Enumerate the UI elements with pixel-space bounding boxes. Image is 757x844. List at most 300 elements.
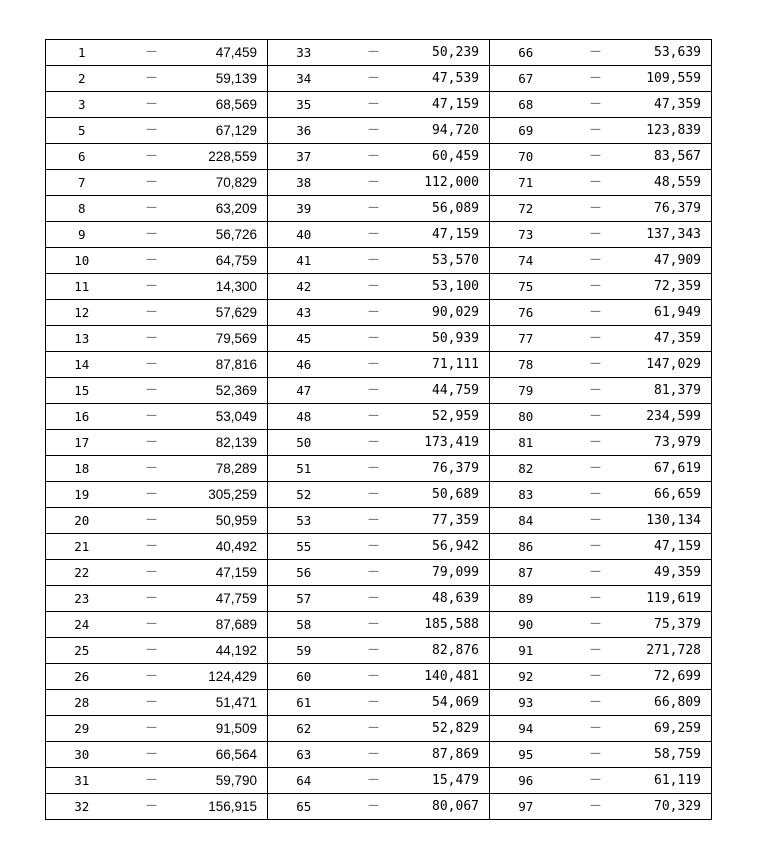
item-number-cell: 57 bbox=[268, 586, 340, 612]
dash-cell: － bbox=[562, 716, 630, 742]
amount-cell: 49,359 bbox=[630, 560, 712, 586]
dash-cell: － bbox=[340, 196, 408, 222]
amount-cell: 94,720 bbox=[408, 118, 490, 144]
dash-cell: － bbox=[340, 92, 408, 118]
dash-cell: － bbox=[118, 222, 186, 248]
amount-table-body bbox=[46, 40, 712, 820]
dash-cell: － bbox=[340, 66, 408, 92]
dash-cell: － bbox=[340, 612, 408, 638]
item-number-cell: 56 bbox=[268, 560, 340, 586]
amount-cell: 48,639 bbox=[408, 586, 490, 612]
dash-cell: － bbox=[118, 274, 186, 300]
item-number-cell: 83 bbox=[490, 482, 562, 508]
amount-cell: 75,379 bbox=[630, 612, 712, 638]
dash-cell: － bbox=[118, 300, 186, 326]
item-number-cell: 76 bbox=[490, 300, 562, 326]
dash-cell: － bbox=[118, 144, 186, 170]
amount-cell: 173,419 bbox=[408, 430, 490, 456]
item-number-cell: 35 bbox=[268, 92, 340, 118]
dash-cell: － bbox=[340, 378, 408, 404]
amount-cell: 81,379 bbox=[630, 378, 712, 404]
item-number-cell: 47 bbox=[268, 378, 340, 404]
amount-cell: 47,159 bbox=[408, 222, 490, 248]
dash-cell: － bbox=[118, 404, 186, 430]
amount-cell: 130,134 bbox=[630, 508, 712, 534]
amount-cell: 70,829 bbox=[186, 170, 268, 196]
item-number-cell: 70 bbox=[490, 144, 562, 170]
amount-cell: 68,569 bbox=[186, 92, 268, 118]
item-number-cell: 91 bbox=[490, 638, 562, 664]
item-number-cell: 95 bbox=[490, 742, 562, 768]
dash-cell: － bbox=[118, 196, 186, 222]
item-number-cell: 60 bbox=[268, 664, 340, 690]
item-number-cell: 58 bbox=[268, 612, 340, 638]
item-number-cell: 94 bbox=[490, 716, 562, 742]
amount-cell: 228,559 bbox=[186, 144, 268, 170]
amount-cell: 59,790 bbox=[186, 768, 268, 794]
dash-cell: － bbox=[118, 118, 186, 144]
item-number-cell: 81 bbox=[490, 430, 562, 456]
amount-cell: 52,829 bbox=[408, 716, 490, 742]
amount-cell: 44,759 bbox=[408, 378, 490, 404]
amount-cell: 50,959 bbox=[186, 508, 268, 534]
dash-cell: － bbox=[562, 404, 630, 430]
dash-cell: － bbox=[340, 222, 408, 248]
dash-cell: － bbox=[562, 430, 630, 456]
amount-cell: 82,876 bbox=[408, 638, 490, 664]
dash-cell: － bbox=[562, 742, 630, 768]
amount-cell: 66,659 bbox=[630, 482, 712, 508]
dash-cell: － bbox=[562, 300, 630, 326]
item-number-cell: 26 bbox=[46, 664, 118, 690]
dash-cell: － bbox=[118, 352, 186, 378]
table-row bbox=[46, 248, 712, 274]
amount-cell: 71,111 bbox=[408, 352, 490, 378]
amount-cell: 15,479 bbox=[408, 768, 490, 794]
dash-cell: － bbox=[340, 170, 408, 196]
table-row bbox=[46, 66, 712, 92]
item-number-cell: 66 bbox=[490, 40, 562, 66]
amount-cell: 50,689 bbox=[408, 482, 490, 508]
amount-cell: 123,839 bbox=[630, 118, 712, 144]
item-number-cell: 53 bbox=[268, 508, 340, 534]
item-number-cell: 2 bbox=[46, 66, 118, 92]
item-number-cell: 19 bbox=[46, 482, 118, 508]
amount-cell: 82,139 bbox=[186, 430, 268, 456]
item-number-cell: 42 bbox=[268, 274, 340, 300]
dash-cell: － bbox=[118, 92, 186, 118]
dash-cell: － bbox=[562, 534, 630, 560]
dash-cell: － bbox=[118, 742, 186, 768]
table-row bbox=[46, 612, 712, 638]
amount-cell: 53,639 bbox=[630, 40, 712, 66]
amount-cell: 54,069 bbox=[408, 690, 490, 716]
amount-cell: 14,300 bbox=[186, 274, 268, 300]
item-number-cell: 93 bbox=[490, 690, 562, 716]
amount-cell: 66,809 bbox=[630, 690, 712, 716]
dash-cell: － bbox=[562, 352, 630, 378]
dash-cell: － bbox=[562, 456, 630, 482]
dash-cell: － bbox=[340, 560, 408, 586]
dash-cell: － bbox=[118, 664, 186, 690]
dash-cell: － bbox=[340, 742, 408, 768]
item-number-cell: 55 bbox=[268, 534, 340, 560]
dash-cell: － bbox=[340, 300, 408, 326]
table-row bbox=[46, 768, 712, 794]
amount-cell: 61,119 bbox=[630, 768, 712, 794]
item-number-cell: 79 bbox=[490, 378, 562, 404]
item-number-cell: 30 bbox=[46, 742, 118, 768]
dash-cell: － bbox=[562, 170, 630, 196]
amount-cell: 47,159 bbox=[408, 92, 490, 118]
dash-cell: － bbox=[340, 40, 408, 66]
amount-cell: 52,369 bbox=[186, 378, 268, 404]
dash-cell: － bbox=[340, 768, 408, 794]
dash-cell: － bbox=[118, 534, 186, 560]
item-number-cell: 68 bbox=[490, 92, 562, 118]
amount-cell: 305,259 bbox=[186, 482, 268, 508]
item-number-cell: 92 bbox=[490, 664, 562, 690]
dash-cell: － bbox=[118, 612, 186, 638]
item-number-cell: 78 bbox=[490, 352, 562, 378]
item-number-cell: 6 bbox=[46, 144, 118, 170]
item-number-cell: 24 bbox=[46, 612, 118, 638]
table-row bbox=[46, 586, 712, 612]
item-number-cell: 9 bbox=[46, 222, 118, 248]
item-number-cell: 1 bbox=[46, 40, 118, 66]
amount-cell: 47,359 bbox=[630, 92, 712, 118]
item-number-cell: 14 bbox=[46, 352, 118, 378]
item-number-cell: 67 bbox=[490, 66, 562, 92]
amount-cell: 67,129 bbox=[186, 118, 268, 144]
amount-cell: 87,869 bbox=[408, 742, 490, 768]
table-row bbox=[46, 352, 712, 378]
dash-cell: － bbox=[562, 92, 630, 118]
item-number-cell: 65 bbox=[268, 794, 340, 820]
table-row bbox=[46, 404, 712, 430]
item-number-cell: 20 bbox=[46, 508, 118, 534]
dash-cell: － bbox=[118, 378, 186, 404]
dash-cell: － bbox=[340, 586, 408, 612]
table-row bbox=[46, 742, 712, 768]
table-row bbox=[46, 794, 712, 820]
amount-cell: 56,089 bbox=[408, 196, 490, 222]
item-number-cell: 7 bbox=[46, 170, 118, 196]
item-number-cell: 80 bbox=[490, 404, 562, 430]
dash-cell: － bbox=[340, 274, 408, 300]
amount-cell: 72,359 bbox=[630, 274, 712, 300]
dash-cell: － bbox=[562, 690, 630, 716]
amount-cell: 80,067 bbox=[408, 794, 490, 820]
amount-cell: 76,379 bbox=[408, 456, 490, 482]
table-row bbox=[46, 456, 712, 482]
table-row bbox=[46, 40, 712, 66]
item-number-cell: 77 bbox=[490, 326, 562, 352]
amount-cell: 47,159 bbox=[630, 534, 712, 560]
item-number-cell: 43 bbox=[268, 300, 340, 326]
item-number-cell: 8 bbox=[46, 196, 118, 222]
item-number-cell: 37 bbox=[268, 144, 340, 170]
amount-cell: 73,979 bbox=[630, 430, 712, 456]
item-number-cell: 10 bbox=[46, 248, 118, 274]
amount-cell: 61,949 bbox=[630, 300, 712, 326]
item-number-cell: 63 bbox=[268, 742, 340, 768]
dash-cell: － bbox=[562, 664, 630, 690]
item-number-cell: 12 bbox=[46, 300, 118, 326]
dash-cell: － bbox=[340, 664, 408, 690]
item-number-cell: 84 bbox=[490, 508, 562, 534]
item-number-cell: 33 bbox=[268, 40, 340, 66]
item-number-cell: 87 bbox=[490, 560, 562, 586]
amount-cell: 52,959 bbox=[408, 404, 490, 430]
amount-cell: 47,359 bbox=[630, 326, 712, 352]
item-number-cell: 90 bbox=[490, 612, 562, 638]
dash-cell: － bbox=[118, 768, 186, 794]
dash-cell: － bbox=[340, 118, 408, 144]
amount-table bbox=[45, 39, 712, 820]
table-row bbox=[46, 300, 712, 326]
amount-cell: 112,000 bbox=[408, 170, 490, 196]
item-number-cell: 23 bbox=[46, 586, 118, 612]
item-number-cell: 5 bbox=[46, 118, 118, 144]
item-number-cell: 97 bbox=[490, 794, 562, 820]
amount-cell: 50,939 bbox=[408, 326, 490, 352]
amount-cell: 50,239 bbox=[408, 40, 490, 66]
table-row bbox=[46, 690, 712, 716]
amount-cell: 53,100 bbox=[408, 274, 490, 300]
dash-cell: － bbox=[340, 508, 408, 534]
item-number-cell: 21 bbox=[46, 534, 118, 560]
table-row bbox=[46, 170, 712, 196]
dash-cell: － bbox=[562, 144, 630, 170]
amount-cell: 90,029 bbox=[408, 300, 490, 326]
amount-cell: 137,343 bbox=[630, 222, 712, 248]
dash-cell: － bbox=[340, 456, 408, 482]
dash-cell: － bbox=[340, 690, 408, 716]
table-row bbox=[46, 92, 712, 118]
item-number-cell: 86 bbox=[490, 534, 562, 560]
amount-cell: 156,915 bbox=[186, 794, 268, 820]
amount-cell: 64,759 bbox=[186, 248, 268, 274]
item-number-cell: 3 bbox=[46, 92, 118, 118]
item-number-cell: 29 bbox=[46, 716, 118, 742]
dash-cell: － bbox=[562, 612, 630, 638]
item-number-cell: 11 bbox=[46, 274, 118, 300]
amount-cell: 58,759 bbox=[630, 742, 712, 768]
amount-cell: 63,209 bbox=[186, 196, 268, 222]
dash-cell: － bbox=[118, 430, 186, 456]
item-number-cell: 96 bbox=[490, 768, 562, 794]
amount-cell: 140,481 bbox=[408, 664, 490, 690]
table-row bbox=[46, 638, 712, 664]
amount-cell: 48,559 bbox=[630, 170, 712, 196]
item-number-cell: 16 bbox=[46, 404, 118, 430]
dash-cell: － bbox=[118, 794, 186, 820]
dash-cell: － bbox=[562, 378, 630, 404]
amount-cell: 53,570 bbox=[408, 248, 490, 274]
item-number-cell: 18 bbox=[46, 456, 118, 482]
table-row bbox=[46, 118, 712, 144]
amount-cell: 72,699 bbox=[630, 664, 712, 690]
dash-cell: － bbox=[340, 404, 408, 430]
amount-cell: 77,359 bbox=[408, 508, 490, 534]
item-number-cell: 31 bbox=[46, 768, 118, 794]
amount-cell: 60,459 bbox=[408, 144, 490, 170]
amount-cell: 47,759 bbox=[186, 586, 268, 612]
dash-cell: － bbox=[340, 326, 408, 352]
dash-cell: － bbox=[562, 326, 630, 352]
dash-cell: － bbox=[118, 456, 186, 482]
amount-cell: 51,471 bbox=[186, 690, 268, 716]
amount-cell: 87,689 bbox=[186, 612, 268, 638]
dash-cell: － bbox=[562, 586, 630, 612]
item-number-cell: 72 bbox=[490, 196, 562, 222]
item-number-cell: 28 bbox=[46, 690, 118, 716]
table-row bbox=[46, 274, 712, 300]
dash-cell: － bbox=[340, 638, 408, 664]
item-number-cell: 62 bbox=[268, 716, 340, 742]
item-number-cell: 15 bbox=[46, 378, 118, 404]
dash-cell: － bbox=[118, 248, 186, 274]
table-row bbox=[46, 144, 712, 170]
amount-cell: 78,289 bbox=[186, 456, 268, 482]
table-row bbox=[46, 508, 712, 534]
dash-cell: － bbox=[118, 716, 186, 742]
table-row bbox=[46, 664, 712, 690]
table-row bbox=[46, 716, 712, 742]
amount-cell: 79,099 bbox=[408, 560, 490, 586]
table-row bbox=[46, 534, 712, 560]
item-number-cell: 22 bbox=[46, 560, 118, 586]
dash-cell: － bbox=[340, 794, 408, 820]
item-number-cell: 25 bbox=[46, 638, 118, 664]
amount-cell: 56,942 bbox=[408, 534, 490, 560]
item-number-cell: 13 bbox=[46, 326, 118, 352]
item-number-cell: 32 bbox=[46, 794, 118, 820]
dash-cell: － bbox=[562, 794, 630, 820]
amount-cell: 53,049 bbox=[186, 404, 268, 430]
amount-cell: 44,192 bbox=[186, 638, 268, 664]
amount-cell: 109,559 bbox=[630, 66, 712, 92]
dash-cell: － bbox=[118, 326, 186, 352]
dash-cell: － bbox=[118, 170, 186, 196]
amount-cell: 271,728 bbox=[630, 638, 712, 664]
amount-cell: 70,329 bbox=[630, 794, 712, 820]
dash-cell: － bbox=[562, 118, 630, 144]
dash-cell: － bbox=[118, 66, 186, 92]
dash-cell: － bbox=[562, 508, 630, 534]
amount-cell: 91,509 bbox=[186, 716, 268, 742]
table-row bbox=[46, 196, 712, 222]
amount-cell: 57,629 bbox=[186, 300, 268, 326]
amount-cell: 40,492 bbox=[186, 534, 268, 560]
item-number-cell: 52 bbox=[268, 482, 340, 508]
item-number-cell: 45 bbox=[268, 326, 340, 352]
table-row bbox=[46, 482, 712, 508]
item-number-cell: 73 bbox=[490, 222, 562, 248]
dash-cell: － bbox=[118, 482, 186, 508]
amount-cell: 67,619 bbox=[630, 456, 712, 482]
table-row bbox=[46, 222, 712, 248]
amount-cell: 147,029 bbox=[630, 352, 712, 378]
table-row bbox=[46, 378, 712, 404]
amount-cell: 47,539 bbox=[408, 66, 490, 92]
dash-cell: － bbox=[562, 222, 630, 248]
item-number-cell: 36 bbox=[268, 118, 340, 144]
amount-cell: 83,567 bbox=[630, 144, 712, 170]
item-number-cell: 74 bbox=[490, 248, 562, 274]
dash-cell: － bbox=[340, 430, 408, 456]
dash-cell: － bbox=[118, 40, 186, 66]
item-number-cell: 50 bbox=[268, 430, 340, 456]
amount-cell: 87,816 bbox=[186, 352, 268, 378]
amount-cell: 47,909 bbox=[630, 248, 712, 274]
dash-cell: － bbox=[562, 66, 630, 92]
item-number-cell: 39 bbox=[268, 196, 340, 222]
dash-cell: － bbox=[562, 248, 630, 274]
amount-cell: 76,379 bbox=[630, 196, 712, 222]
dash-cell: － bbox=[340, 482, 408, 508]
dash-cell: － bbox=[562, 196, 630, 222]
item-number-cell: 40 bbox=[268, 222, 340, 248]
table-row bbox=[46, 560, 712, 586]
amount-cell: 66,564 bbox=[186, 742, 268, 768]
item-number-cell: 48 bbox=[268, 404, 340, 430]
item-number-cell: 59 bbox=[268, 638, 340, 664]
item-number-cell: 61 bbox=[268, 690, 340, 716]
item-number-cell: 69 bbox=[490, 118, 562, 144]
dash-cell: － bbox=[118, 586, 186, 612]
amount-cell: 234,599 bbox=[630, 404, 712, 430]
amount-cell: 59,139 bbox=[186, 66, 268, 92]
amount-cell: 47,159 bbox=[186, 560, 268, 586]
dash-cell: － bbox=[118, 508, 186, 534]
amount-cell: 47,459 bbox=[186, 40, 268, 66]
item-number-cell: 75 bbox=[490, 274, 562, 300]
item-number-cell: 82 bbox=[490, 456, 562, 482]
dash-cell: － bbox=[562, 40, 630, 66]
table-row bbox=[46, 326, 712, 352]
item-number-cell: 17 bbox=[46, 430, 118, 456]
dash-cell: － bbox=[118, 690, 186, 716]
amount-cell: 56,726 bbox=[186, 222, 268, 248]
dash-cell: － bbox=[562, 560, 630, 586]
dash-cell: － bbox=[340, 716, 408, 742]
amount-cell: 119,619 bbox=[630, 586, 712, 612]
dash-cell: － bbox=[340, 534, 408, 560]
table-row bbox=[46, 430, 712, 456]
item-number-cell: 38 bbox=[268, 170, 340, 196]
dash-cell: － bbox=[562, 638, 630, 664]
item-number-cell: 71 bbox=[490, 170, 562, 196]
item-number-cell: 64 bbox=[268, 768, 340, 794]
item-number-cell: 46 bbox=[268, 352, 340, 378]
dash-cell: － bbox=[340, 144, 408, 170]
amount-cell: 69,259 bbox=[630, 716, 712, 742]
amount-cell: 124,429 bbox=[186, 664, 268, 690]
dash-cell: － bbox=[118, 638, 186, 664]
dash-cell: － bbox=[340, 352, 408, 378]
dash-cell: － bbox=[340, 248, 408, 274]
item-number-cell: 34 bbox=[268, 66, 340, 92]
dash-cell: － bbox=[562, 482, 630, 508]
item-number-cell: 41 bbox=[268, 248, 340, 274]
item-number-cell: 89 bbox=[490, 586, 562, 612]
dash-cell: － bbox=[118, 560, 186, 586]
dash-cell: － bbox=[562, 768, 630, 794]
dash-cell: － bbox=[562, 274, 630, 300]
amount-cell: 185,588 bbox=[408, 612, 490, 638]
